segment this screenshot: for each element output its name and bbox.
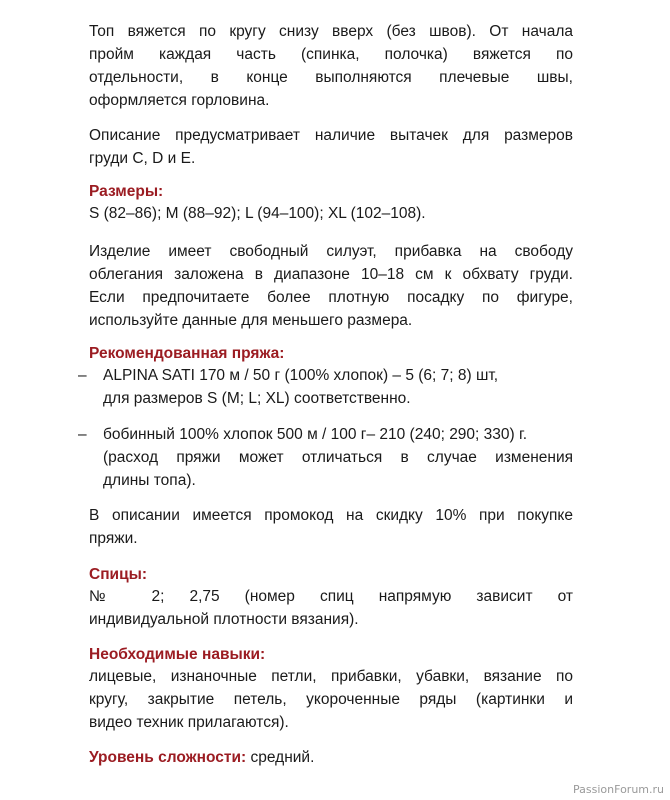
fit-line: облегания заложена в диапазоне 10–18 см к обхвату груди.: [89, 266, 573, 283]
difficulty-label: Уровень сложности:: [89, 749, 247, 766]
needles-paragraph: [89, 585, 573, 631]
promo-line: В описании имеется промокод на скидку 10% при покупке: [89, 507, 573, 524]
yarn-item-2: [103, 423, 573, 446]
promo-line: пряжи.: [89, 530, 138, 547]
needles-line: индивидуальной плотности вязания).: [89, 611, 359, 628]
yarn-line: для размеров S (M; L; XL) соответственно.: [103, 390, 411, 407]
intro-paragraph: [89, 20, 573, 112]
skills-heading: Необходимые навыки:: [89, 646, 266, 663]
skills-paragraph: [89, 665, 573, 734]
intro-line: отдельности, в конце выполняются плечевые швы,: [89, 69, 573, 86]
promo-paragraph: [89, 504, 573, 550]
site-watermark: PassionForum.ru: [573, 783, 664, 796]
skills-line: кругу, закрытие петель, укороченные ряды (картинки и: [89, 691, 573, 708]
darts-line: груди C, D и E.: [89, 150, 196, 167]
yarn-line: длины топа).: [103, 472, 196, 489]
yarn-bullet-dash: –: [78, 367, 87, 384]
needles-line: № 2; 2,75 (номер спиц напрямую зависит от: [89, 588, 573, 605]
difficulty-value: средний.: [250, 749, 315, 766]
yarn-heading: Рекомендованная пряжа:: [89, 345, 285, 362]
fit-line: Изделие имеет свободный силуэт, прибавка на свободу: [89, 243, 573, 260]
yarn-bullet-dash: –: [78, 426, 87, 443]
yarn-item-1: [103, 364, 533, 410]
sizes-line: S (82–86); M (88–92); L (94–100); XL (102–108).: [89, 205, 426, 222]
sizes-text: [89, 202, 573, 225]
yarn-line: бобинный 100% хлопок 500 м / 100 г– 210 (240; 290; 330) г.: [103, 426, 528, 443]
sizes-heading: Размеры:: [89, 183, 164, 200]
fit-line: используйте данные для меньшего размера.: [89, 312, 413, 329]
darts-paragraph: [89, 124, 573, 170]
fit-line: Если предпочитаете более плотную посадку по фигуре,: [89, 289, 573, 306]
skills-line: лицевые, изнаночные петли, прибавки, убавки, вязание по: [89, 668, 573, 685]
intro-line: пройм каждая часть (спинка, полочка) вяжется по: [89, 46, 573, 63]
darts-line: Описание предусматривает наличие вытачек для размеров: [89, 127, 573, 144]
skills-line: видео техник прилагаются).: [89, 714, 289, 731]
intro-line: оформляется горловина.: [89, 92, 270, 109]
difficulty-level: [89, 746, 314, 769]
yarn-item-2-note: [103, 446, 573, 492]
intro-line: Топ вяжется по кругу снизу вверх (без швов). От начала: [89, 23, 573, 40]
yarn-line: (расход пряжи может отличаться в случае изменения: [103, 449, 573, 466]
yarn-line: ALPINA SATI 170 м / 50 г (100% хлопок) – 5 (6; 7; 8) шт,: [103, 367, 499, 384]
fit-paragraph: [89, 240, 573, 332]
needles-heading: Спицы:: [89, 566, 148, 583]
